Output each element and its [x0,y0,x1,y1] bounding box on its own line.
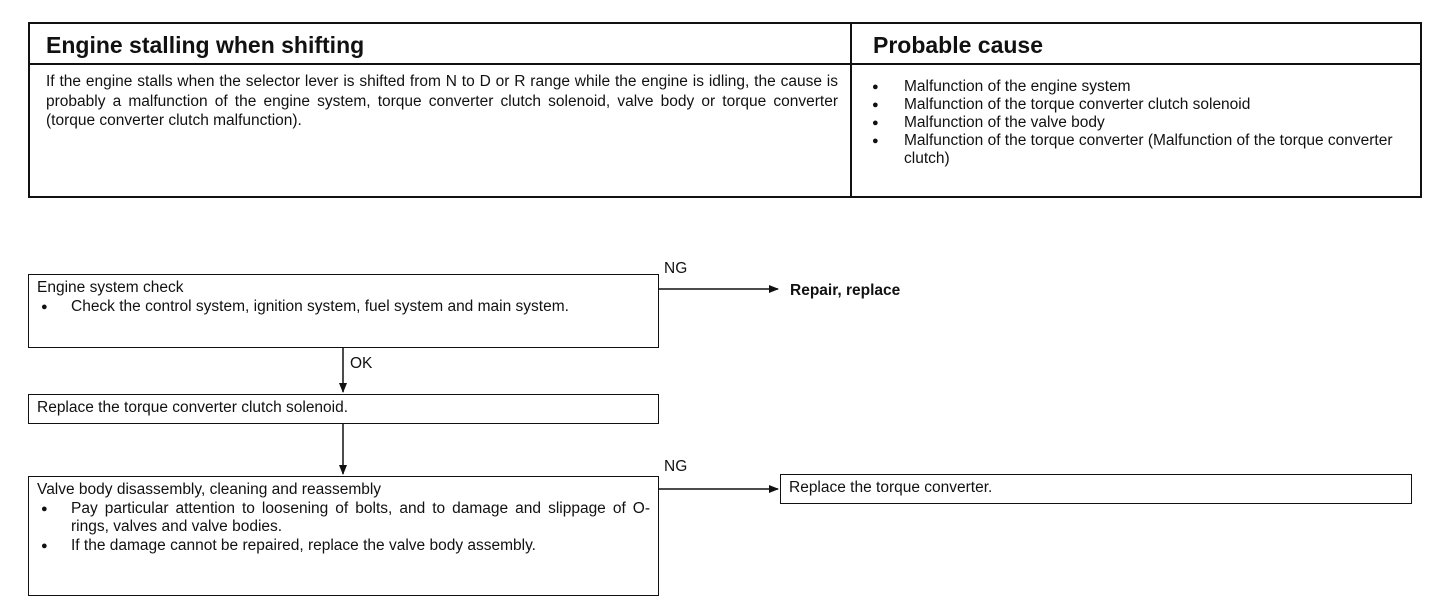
step-bullet: ● If the damage cannot be repaired, replace the valve body assembly. [37,537,650,556]
engine-system-check-box [28,274,659,348]
replace-solenoid-box [28,394,659,424]
ng-label: NG [664,260,688,277]
replace-torque-converter-box [780,474,1412,504]
action-text: Replace the torque converter. [789,479,993,496]
step-bullets [37,298,650,317]
cause-item: ● Malfunction of the torque converter (Malfunction of the torque converter clutch) [872,132,1412,168]
symptom-title: Engine stalling when shifting [46,32,365,58]
symptom-description: If the engine stalls when the selector lever is shifted from N to D or R range while the engine is idling, the cause is probably a malfunction of the engine system, torque converter clutch solenoid, valve body or torque converter (torque converter clutch malfunction). [46,73,838,129]
step-bullet: ● Pay particular attention to loosening of bolts, and to damage and slippage of O-rings, valves and valve bodies. [37,500,650,537]
step-title: Engine system check [37,279,184,296]
step-bullet: ● Check the control system, ignition system, fuel system and main system. [37,298,650,317]
ok-label: OK [350,355,373,372]
repair-replace-text: Repair, replace [790,282,901,299]
cause-item: ● Malfunction of the torque converter clutch solenoid [872,96,1412,114]
step-bullets [37,500,650,556]
step-title: Replace the torque converter clutch solenoid. [37,399,349,416]
cause-item: ● Malfunction of the engine system [872,78,1412,96]
ng-label: NG [664,458,688,475]
cause-item: ● Malfunction of the valve body [872,114,1412,132]
step-title: Valve body disassembly, cleaning and reassembly [37,481,382,498]
probable-cause-title: Probable cause [873,32,1044,58]
valve-body-box [28,476,659,596]
